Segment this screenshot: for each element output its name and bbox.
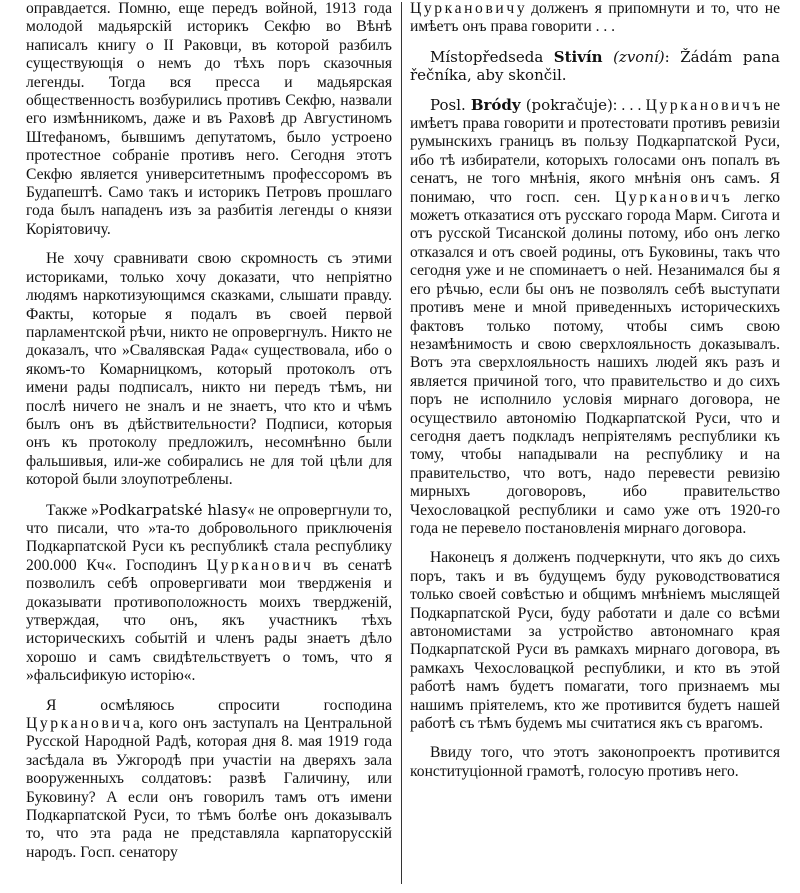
- paragraph-text: Ввиду того, что этотъ законопроектъ противится конституціонной грамотѣ, голосую противъ него.: [410, 744, 780, 780]
- right-column: [410, 0, 780, 792]
- speaker-text: : Žádám pana řečníka, aby skončil.: [410, 47, 780, 85]
- paragraph-text: Я осмѣляюсь спросити господина: [46, 696, 392, 714]
- paragraph-text: « не опровергнули то, что писали, что »та-то добровольного приключенія Подкарпатской Руси къ республикѣ стала республику 200.000 Кч«. Господинъ: [26, 501, 392, 574]
- paragraph-text: Не хочу сравнивати свою скромность съ этими историками, только хочу доказати, что непріятно людямъ наркотизующимся сказками, слышати правду. Факты, которые я подалъ въ своей первой парламентской рѣчи, никто не опровергнулъ. Никто не доказалъ, что »Свалявская Рада« существовала, ибо о якомъ-то Комарницкомъ, который протоколъ отъ имени рады подписалъ, никто ни передъ тѣмъ, ни послѣ ничего не зналъ и не знаетъ, что кто и чѣмъ былъ онъ въ дѣйствительности? Подписи, которыя онъ къ протоколу предложилъ, несомнѣнно были фальшивыя, или-же собирались не для той цѣли для которой были злоупотреблены.: [26, 250, 392, 489]
- paragraph: [26, 250, 392, 489]
- paragraph: [410, 96, 780, 539]
- paragraph: [410, 744, 780, 781]
- paragraph: [410, 549, 780, 733]
- paragraph-text: у долженъ я припомнути и то, что не имѣетъ онъ права говорити . . .: [410, 0, 780, 36]
- column-divider: [401, 2, 402, 884]
- speaker-role: Posl.: [430, 95, 471, 114]
- spaced-name: Цурканович: [206, 556, 314, 574]
- stage-direction: (pokračuje): [520, 95, 613, 114]
- speaker-role: Místopředseda: [430, 47, 554, 66]
- paragraph: [26, 0, 392, 239]
- paragraph-text: а, кого онъ заступалъ на Центральной Русской Народной Радѣ, которая дня 8. мая 1919 года засѣдала въ Ужгородѣ при участіи на дверяхъ зала вооруженныхъ солдатовъ: развѣ Галичину, или Буковину? А если онъ говорилъ тамъ отъ имени Подкарпатской Руси, то тѣмъ болѣе онъ доказывалъ то, что эта рада не представляла карпаторусскій народъ. Госп. сенатору: [26, 715, 392, 861]
- speaker-name: Bródy: [470, 95, 521, 114]
- paragraph-text: Также »: [46, 501, 99, 519]
- spaced-name: Цурканович: [614, 188, 722, 206]
- stage-direction: (zvoní): [602, 47, 665, 66]
- newspaper-title: Podkarpatské hlasy: [98, 500, 247, 519]
- paragraph-text: оправдается. Помню, еще передъ войной, 1913 года молодой мадьярскій историкъ Секфю во Вѣнѣ написалъ книгу о II Раковци, въ которой разбилъ существующія о немъ до тѣхъ поръ сказочныя легенды. Тогда вся пресса и мадьярская общественность возбурились противъ Секфю, назвали его измѣнникомъ, даже и въ Раховѣ др Августиномъ Штефаномъ, бывшимъ депутатомъ, было устроено протестное собраніе противъ него. Сегодня этотъ Секфю является университетнымъ профессоромъ въ Будапештѣ. Само такъ и историкъ Петровъ прошлаго года былъ нападенъ изъ за разбитія легенды о князи Коріятовичу.: [26, 0, 392, 238]
- spaced-name: Цурканович: [645, 96, 753, 114]
- paragraph-text: ъ легко можетъ отказатися отъ русскаго города Марм. Сигота и отъ русской Тисанской долины потому, ибо онъ легко отказался и отъ своей родины, отъ Буковины, такъ что сегодня уже и не споминаетъ о ней. Незанимался бы я его рѣчью, если бы онъ не позволялъ себѣ выступати противъ мене и мной приведенныхъ историческихъ фактовъ только потому, чтобы симъ свою незамѣнимость и свою сверхлояльность доказывалъ. Вотъ эта сверхлояльность нашихъ людей якъ разъ и является причиной того, что правительство и до сихъ поръ не исполнило условія мирнаго договора, не осуществило автономію Подкарпатской Руси, что и сегодня даетъ подкладъ непріятелямъ республики къ тому, чтобы нападывали на республику и на правительство, что вотъ, надо перевести ревизію мирныхъ договоровъ, ибо правительство Чехословацкой республики и само уже отъ 1920-го года не перевело постановленія мирнаго договора.: [410, 188, 780, 537]
- paragraph: [410, 0, 780, 37]
- spaced-name: Цурканович: [26, 715, 133, 733]
- paragraph: [26, 501, 392, 686]
- paragraph-text: въ сенатѣ позволилъ себѣ опровергивати мои твердженія и доказывати противоположность моихъ твердженій, утверждая, что онъ, якъ участникъ тѣхъ историческихъ событій и членъ рады знаетъ дѣло хорошо и самъ свидѣтельствуетъ о томъ, что я »фальсификую исторію«.: [26, 556, 392, 685]
- paragraph-text: : . . .: [612, 96, 646, 114]
- paragraph-text: Наконецъ я долженъ подчеркнути, что якъ до сихъ поръ, такъ и въ будущемъ буду руководствоватися только своей совѣстью и общимъ мнѣніемъ мыслящей Подкарпатской Руси, буду работати и дале со всѣми автономистами за устройство автономнаго края Подкарпатской Руси въ рамкахъ мирнаго договора, въ рамкахъ Чехословацкой республики, и кто въ этой работѣ намъ будетъ помагати, того признаемъ мы нашимъ пріятелемъ, кто же противится будетъ нашей работѣ съ тѣмъ будемъ мы считатися якъ съ врагомъ.: [410, 549, 780, 733]
- paragraph: [26, 697, 392, 863]
- speaker-name: Stivín: [553, 47, 603, 66]
- spaced-name: Цурканович: [410, 0, 517, 17]
- paragraph-text: ъ не имѣетъ права говорити и протестовати противъ ревизіи румынскихъ границъ въ пользу Подкарпатской Руси, ибо тѣ избиратели, которыхъ голосами онъ попалъ въ сенатъ, не того мнѣнія, якого мнѣнія онъ самъ. Я понимаю, что госп. сен.: [410, 96, 780, 206]
- left-column: [26, 0, 392, 873]
- speaker-note: [410, 48, 780, 85]
